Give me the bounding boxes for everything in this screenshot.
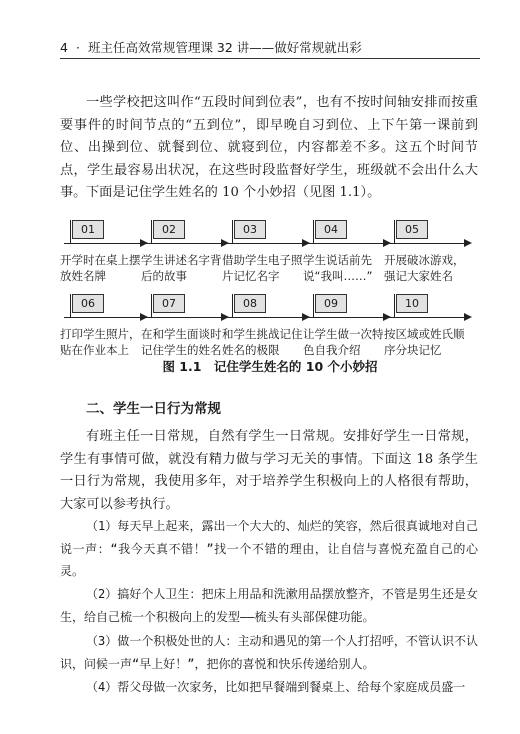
tip-item [60, 290, 146, 366]
timeline-tick [232, 294, 233, 318]
tip-text: 学生讲述名字背后的故事 [141, 253, 222, 283]
tip-text: 和学生挑战记住姓名的极限 [222, 327, 303, 357]
intro-paragraph-1: 一些学校把这叫作“五段时间到位表”，也有不按时间轴安排而按重要事件的时间节点的“五到位”，即早晚自习到位、上下午第一课前到位、出操到位、就餐到位、就寝到位，内容都差不多。这五个时间节点，学生最容易出状况，在这些时段监督好学生，班级就不会出什么大事。 [60, 95, 478, 200]
figure-caption: 图 1.1 记住学生姓名的 10 个小妙招 [162, 359, 378, 374]
tip-item [141, 290, 227, 366]
running-header [60, 40, 480, 56]
timeline-line [226, 317, 306, 318]
tip-item [222, 216, 308, 292]
tip-item [141, 216, 227, 292]
timeline-tick [151, 220, 152, 244]
arrow-right-icon [464, 239, 472, 247]
timeline-tick [70, 294, 71, 318]
tip-number: 05 [396, 220, 428, 239]
timeline-tick [313, 220, 314, 244]
tip-item [384, 216, 470, 292]
tip-number: 01 [72, 220, 104, 239]
timeline-line [307, 317, 387, 318]
tip-item [303, 290, 389, 366]
rule-item-3: （3）做一个积极处世的人：主动和遇见的第一个人打招呼，不管认识不认识，问候一声“早上好！”，把你的喜悦和快乐传递给别人。 [60, 634, 478, 671]
header-separator: · [75, 40, 80, 55]
timeline-line [145, 317, 225, 318]
timeline-line [64, 317, 144, 318]
tip-text: 开展破冰游戏，强记大家姓名 [384, 253, 465, 283]
header-rule [60, 58, 480, 59]
timeline-tick [313, 294, 314, 318]
intro-paragraph-2: 下面是记住学生姓名的 10 个小妙招（见图 1.1）。 [86, 185, 381, 200]
rule-item-4: （4）帮父母做一次家务，比如把早餐端到餐桌上、给每个家庭成员盛一 [86, 680, 466, 694]
rule-item-2: （2）搞好个人卫生：把床上用品和洗漱用品摆放整齐，不管是男生还是女生，给自己梳一个积极向上的发型——梳头有头部保健功能。 [60, 587, 478, 624]
book-title: 班主任高效常规管理课 32 讲——做好常规就出彩 [87, 40, 362, 55]
tip-text: 在和学生面谈时记住学生的姓名 [141, 327, 222, 357]
tip-item [384, 290, 470, 366]
tip-item [303, 216, 389, 292]
timeline-tick [394, 220, 395, 244]
tip-number: 07 [153, 294, 185, 313]
section-intro-paragraph: 有班主任一日常规，自然有学生一日常规。安排好学生一日常规，学生有事情可做，就没有精力做与学习无关的事情。下面这 18 条学生一日行为常规，我使用多年，对于培养学生积极向上的人格很有帮助，大家可以参考执行。 [60, 429, 478, 512]
tip-text: 学生说话前先说“我叫……” [303, 253, 373, 283]
timeline-line [145, 243, 225, 244]
timeline-line [388, 317, 468, 318]
tip-item [60, 216, 146, 292]
tip-number: 04 [315, 220, 347, 239]
timeline-line [226, 243, 306, 244]
tip-item [222, 290, 308, 366]
timeline-line [64, 243, 144, 244]
section-heading: 二、学生一日行为常规 [86, 401, 221, 417]
timeline-tick [232, 220, 233, 244]
tip-text: 按区域或姓氏顺序分块记忆 [384, 327, 465, 357]
tip-number: 09 [315, 294, 347, 313]
tip-text: 让学生做一次特色自我介绍 [303, 327, 384, 357]
timeline-tick [70, 220, 71, 244]
tip-text: 开学时在桌上摆放姓名牌 [60, 253, 141, 283]
tip-number: 10 [396, 294, 428, 313]
timeline-tick [151, 294, 152, 318]
tip-number: 02 [153, 220, 185, 239]
tip-number: 03 [234, 220, 266, 239]
tip-number: 06 [72, 294, 104, 313]
arrow-right-icon [464, 313, 472, 321]
timeline-tick [394, 294, 395, 318]
tip-number: 08 [234, 294, 266, 313]
timeline-line [388, 243, 468, 244]
tip-text: 打印学生照片，贴在作业本上 [60, 327, 141, 357]
page-number: 4 [60, 40, 68, 55]
tip-text: 借助学生电子照片记忆名字 [222, 253, 303, 283]
rule-item-1: （1）每天早上起来，露出一个大大的、灿烂的笑容，然后很真诚地对自己说一声：“我今天真不错！”找一个不错的理由，让自信与喜悦充盈自己的心灵。 [60, 519, 478, 578]
timeline-line [307, 243, 387, 244]
